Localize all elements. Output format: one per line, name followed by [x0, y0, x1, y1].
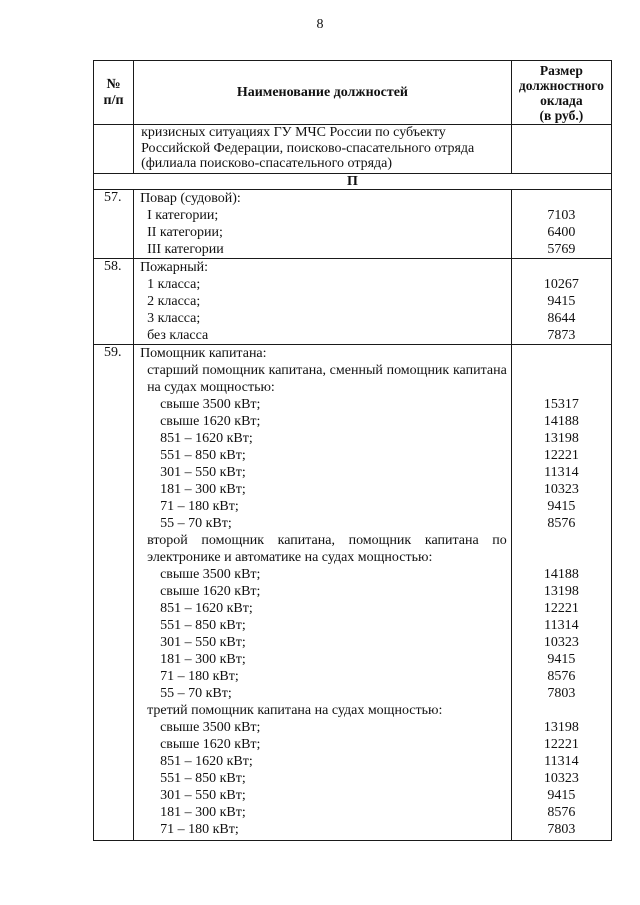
header-salary: [511, 61, 611, 125]
salary-value: 7103: [547, 208, 576, 223]
position-title: Помощник капитана:: [140, 346, 267, 361]
row-name-cell: [134, 190, 512, 259]
group-heading-part: старший помощник капитана, сменный помощник: [147, 363, 450, 378]
salary-value: 8644: [547, 311, 576, 326]
power-range-label: 71 – 180 кВт;: [160, 499, 239, 514]
salary-value: 9415: [547, 499, 576, 514]
salary-value: 8576: [547, 516, 576, 531]
row-number-cell: [94, 345, 134, 841]
class-label: 3 класса;: [147, 311, 201, 326]
power-range-label: 181 – 300 кВт;: [160, 652, 246, 667]
salary-value: 9415: [547, 294, 576, 309]
power-range-label: свыше 1620 кВт;: [160, 414, 261, 429]
continuation-line: кризисных ситуациях ГУ МЧС России по субъекту: [141, 125, 446, 140]
power-range-label: 551 – 850 кВт;: [160, 771, 246, 786]
grade-label: III категории: [147, 242, 224, 257]
salary-value: 5769: [547, 242, 576, 257]
header-number: [94, 61, 134, 125]
salary-value: 11314: [544, 618, 579, 633]
continuation-row: [94, 125, 612, 174]
position-title: Пожарный:: [140, 260, 208, 275]
row-name-cell: [134, 345, 512, 841]
salary-value: 10323: [543, 771, 579, 786]
class-label: 2 класса;: [147, 294, 201, 309]
table-row: [94, 345, 612, 841]
salary-value: 10323: [543, 482, 579, 497]
power-range-label: 301 – 550 кВт;: [160, 465, 246, 480]
salary-value: 13198: [543, 720, 579, 735]
salary-value: 6400: [547, 225, 576, 240]
continuation-cell: [134, 125, 512, 174]
salary-value: 15317: [543, 397, 579, 412]
row-salary-cell: [511, 259, 611, 345]
grade-label: I категории;: [147, 208, 219, 223]
group-heading: [140, 532, 511, 566]
salary-value: 11314: [544, 754, 579, 769]
row-name-cell: [134, 259, 512, 345]
row-number-cell: [94, 190, 134, 259]
power-range-label: 551 – 850 кВт;: [160, 618, 246, 633]
grade-label: II категории;: [147, 225, 223, 240]
salary-value: 7873: [547, 328, 576, 343]
salary-value: 7803: [547, 686, 576, 701]
power-range-label: 181 – 300 кВт;: [160, 805, 246, 820]
salary-value: 14188: [543, 567, 579, 582]
salary-value: 11314: [544, 465, 579, 480]
power-range-label: 851 – 1620 кВт;: [160, 601, 253, 616]
row-number: 57.: [104, 190, 122, 205]
section-row: [94, 174, 612, 190]
section-label: П: [94, 174, 612, 190]
salary-value: 8576: [547, 669, 576, 684]
salary-value: 10267: [543, 277, 579, 292]
power-range-label: 301 – 550 кВт;: [160, 788, 246, 803]
row-salary-cell: [511, 345, 611, 841]
power-range-label: свыше 3500 кВт;: [160, 567, 261, 582]
group-heading-part: капитана на судах мощностью:: [147, 363, 507, 395]
salary-value: 9415: [547, 788, 576, 803]
salary-value: 9415: [547, 652, 576, 667]
power-range-label: свыше 3500 кВт;: [160, 397, 261, 412]
power-range-label: свыше 1620 кВт;: [160, 584, 261, 599]
power-range-label: 71 – 180 кВт;: [160, 669, 239, 684]
row-number: 59.: [104, 345, 122, 360]
power-range-label: свыше 3500 кВт;: [160, 720, 261, 735]
continuation-number-cell: [94, 125, 134, 174]
header-number-text: № п/п: [103, 76, 124, 108]
row-number: 58.: [104, 259, 122, 274]
class-label: без класса: [147, 328, 209, 343]
power-range-label: 71 – 180 кВт;: [160, 822, 239, 837]
class-label: 1 класса;: [147, 277, 201, 292]
power-range-label: 551 – 850 кВт;: [160, 448, 246, 463]
salary-value: 12221: [543, 448, 579, 463]
salary-value: 13198: [543, 431, 579, 446]
power-range-label: 301 – 550 кВт;: [160, 635, 246, 650]
power-range-label: 851 – 1620 кВт;: [160, 754, 253, 769]
table-row: [94, 190, 612, 259]
power-range-label: 851 – 1620 кВт;: [160, 431, 253, 446]
salary-value: 12221: [543, 601, 579, 616]
salary-value: 14188: [543, 414, 579, 429]
group-heading: третий помощник капитана на судах мощностью:: [147, 703, 443, 718]
power-range-label: 55 – 70 кВт;: [160, 516, 232, 531]
group-heading-part: электронике и автоматике на судах мощностью:: [147, 550, 433, 565]
group-heading: [140, 362, 511, 396]
salary-value: 12221: [543, 737, 579, 752]
salary-value: 13198: [543, 584, 579, 599]
header-name: Наименование должностей: [134, 61, 512, 125]
salary-value: 7803: [547, 822, 576, 837]
table-header-row: [94, 61, 612, 125]
row-salary-cell: [511, 190, 611, 259]
continuation-salary-cell: [511, 125, 611, 174]
salary-value: 8576: [547, 805, 576, 820]
salary-table: [93, 60, 612, 841]
table-row: [94, 259, 612, 345]
salary-value: 10323: [543, 635, 579, 650]
row-number-cell: [94, 259, 134, 345]
header-salary-text: Размер должностного оклада (в руб.): [518, 62, 604, 123]
group-heading-part: второй помощник капитана, помощник капитана по: [147, 533, 507, 548]
page-number: 8: [316, 17, 324, 32]
power-range-label: свыше 1620 кВт;: [160, 737, 261, 752]
continuation-line: (филиала поисково-спасательного отряда): [141, 156, 393, 171]
power-range-label: 181 – 300 кВт;: [160, 482, 246, 497]
power-range-label: 55 – 70 кВт;: [160, 686, 232, 701]
continuation-line: Российской Федерации, поисково-спасательного отряда: [141, 140, 475, 156]
position-title: Повар (судовой):: [140, 191, 241, 206]
